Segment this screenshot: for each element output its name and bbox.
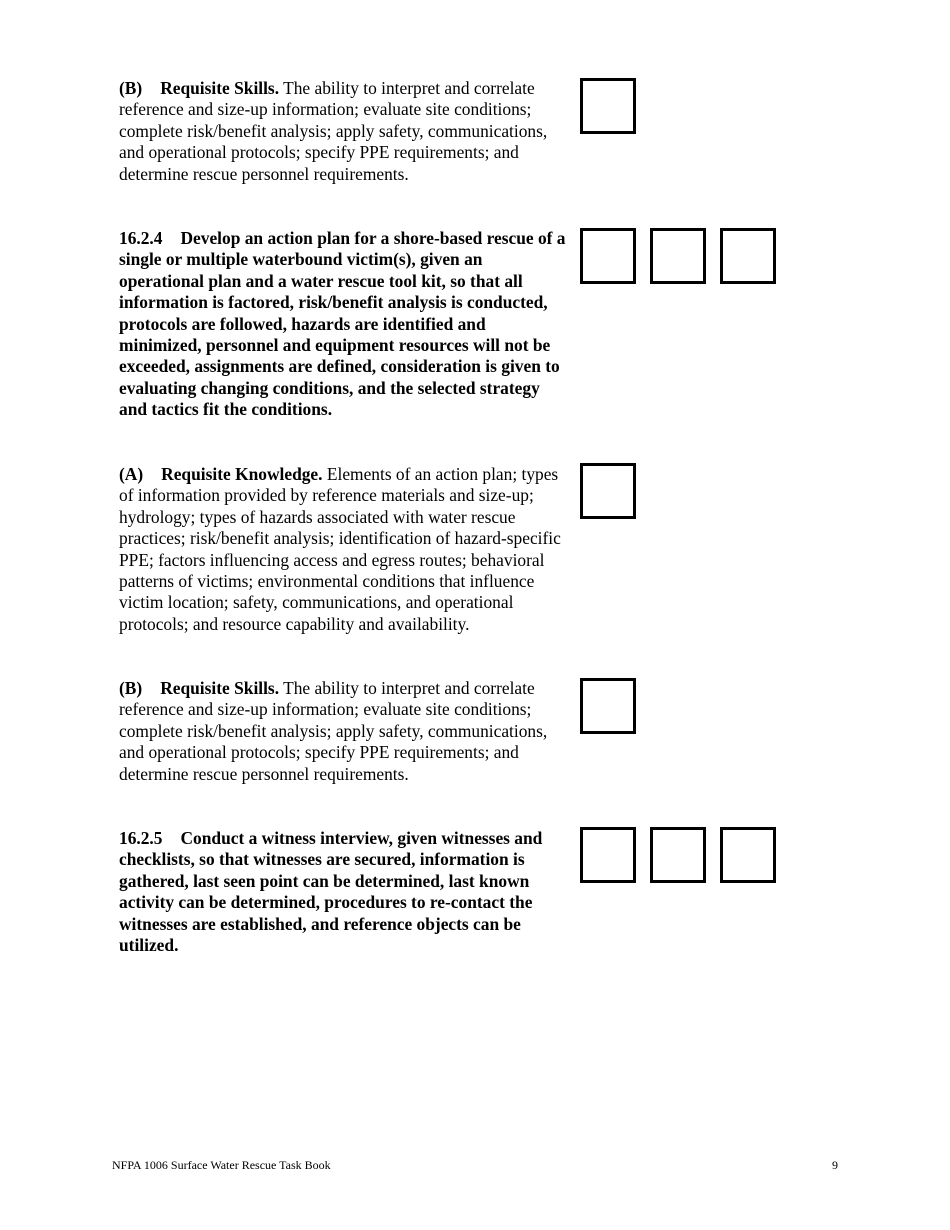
signoff-checkbox[interactable]	[720, 228, 776, 284]
signoff-checkbox[interactable]	[580, 678, 636, 734]
jpr-number: 16.2.5	[119, 828, 163, 848]
jpr-16-2-4-paragraph	[119, 228, 571, 421]
item-text: Elements of an action plan; types of information provided by reference materials and size-up; hydrology; types of hazards associated with water rescue practices; risk/benefit analysis; identification of hazard-specific PPE; factors influencing access and egress routes; behavioral patterns of victims; environmental conditions that influence victim location; safety, communications, and operational protocols; and resource capability and availability.	[119, 464, 561, 634]
signoff-checkbox[interactable]	[650, 228, 706, 284]
requisite-skills-paragraph	[119, 678, 571, 785]
item-text: The ability to interpret and correlate reference and size-up information; evaluate site conditions; complete risk/benefit analysis; apply safety, communications, and operational protocols; specify PPE requirements; and determine rescue personnel requirements.	[119, 78, 548, 184]
item-heading: Requisite Skills.	[160, 78, 280, 98]
item-text: The ability to interpret and correlate reference and size-up information; evaluate site conditions; complete risk/benefit analysis; apply safety, communications, and operational protocols; specify PPE requirements; and determine rescue personnel requirements.	[119, 678, 548, 784]
signoff-checkbox[interactable]	[580, 78, 636, 134]
signoff-checkbox[interactable]	[720, 827, 776, 883]
requisite-skills-paragraph	[119, 78, 571, 185]
item-heading: Requisite Knowledge.	[161, 464, 323, 484]
signoff-checkbox-group	[580, 228, 776, 284]
item-heading: Requisite Skills.	[160, 678, 280, 698]
signoff-checkbox-group	[580, 463, 636, 519]
signoff-checkbox[interactable]	[580, 827, 636, 883]
signoff-checkbox[interactable]	[580, 463, 636, 519]
item-letter: (B)	[119, 678, 143, 698]
footer-page-number: 9	[832, 1158, 838, 1172]
signoff-checkbox-group	[580, 678, 636, 734]
requisite-knowledge-paragraph	[119, 464, 571, 635]
item-letter: (A)	[119, 464, 144, 484]
jpr-text: Conduct a witness interview, given witnesses and checklists, so that witnesses are secured, information is gathered, last seen point can be determined, last known activity can be determined, procedures to re-contact the witnesses are established, and reference objects can be utilized.	[119, 828, 543, 956]
jpr-text: Develop an action plan for a shore-based rescue of a single or multiple waterbound victim(s), given an operational plan and a water rescue tool kit, so that all information is factored, risk/benefit analysis is conducted, protocols are followed, hazards are identified and minimized, personnel and equipment resources will not be exceeded, assignments are defined, consideration is given to evaluating changing conditions, and the selected strategy and tactics fit the conditions.	[119, 228, 566, 420]
jpr-16-2-5-paragraph	[119, 828, 571, 956]
signoff-checkbox[interactable]	[580, 228, 636, 284]
signoff-checkbox[interactable]	[650, 827, 706, 883]
item-letter: (B)	[119, 78, 143, 98]
jpr-number: 16.2.4	[119, 228, 163, 248]
signoff-checkbox-group	[580, 827, 776, 883]
footer-document-title: NFPA 1006 Surface Water Rescue Task Book	[112, 1158, 331, 1172]
signoff-checkbox-group	[580, 78, 636, 134]
